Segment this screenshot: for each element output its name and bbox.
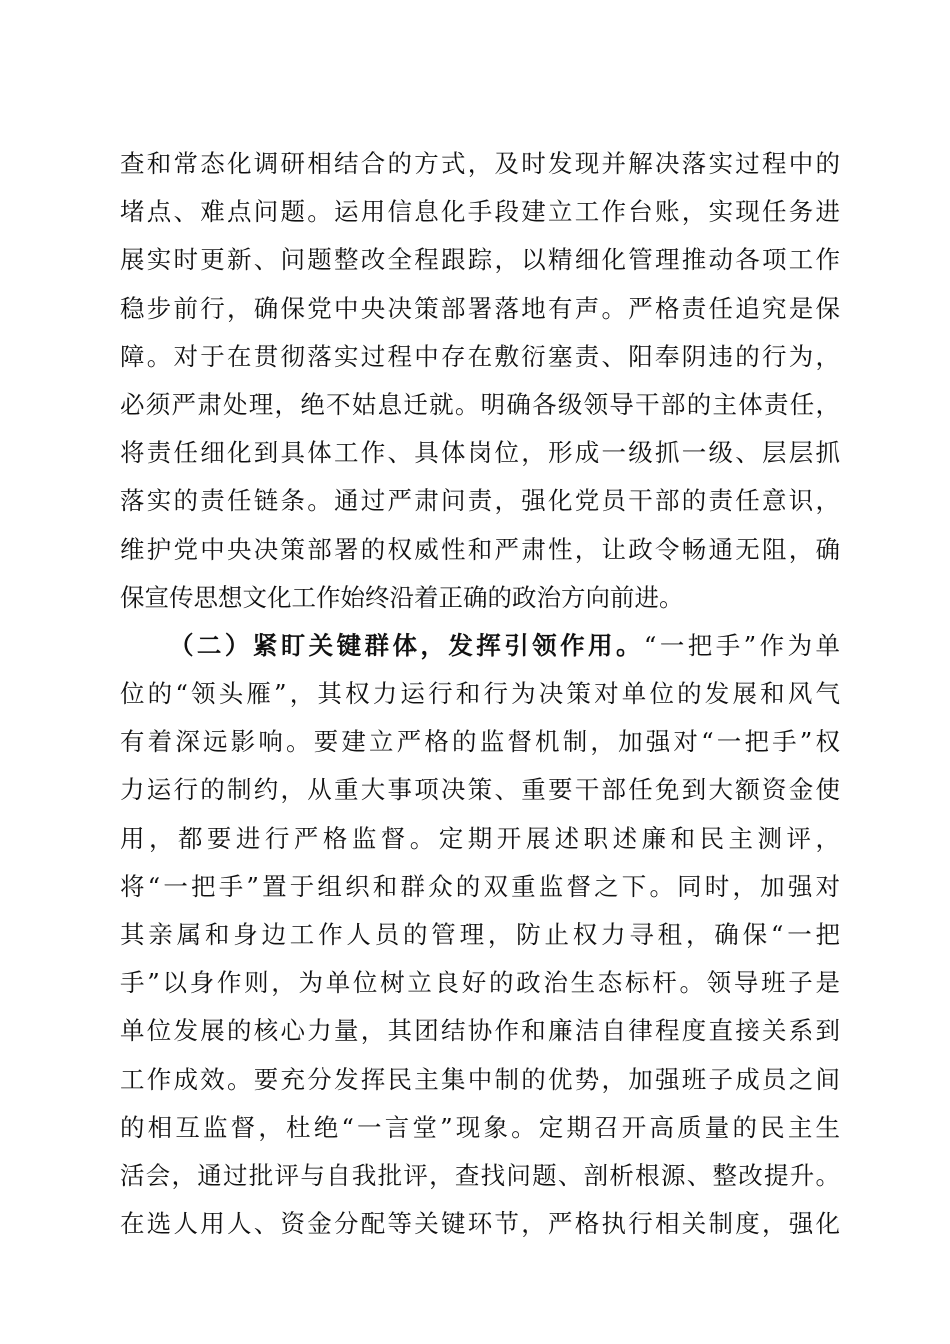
paragraph-line: 手”以身作则，为单位树立良好的政治生态标杆。领导班子是 (120, 968, 840, 998)
paragraph-line: 的相互监督，杜绝“一言堂”现象。定期召开高质量的民主生 (120, 1112, 840, 1142)
paragraph-line: 将责任细化到具体工作、具体岗位，形成一级抓一级、层层抓 (120, 438, 840, 468)
paragraph-line: 堵点、难点问题。运用信息化手段建立工作台账，实现任务进 (120, 197, 840, 227)
paragraph-line: 落实的责任链条。通过严肃问责，强化党员干部的责任意识， (120, 486, 840, 516)
paragraph-line: 工作成效。要充分发挥民主集中制的优势，加强班子成员之间 (120, 1064, 840, 1094)
paragraph-line: 保宣传思想文化工作始终沿着正确的政治方向前进。 (120, 582, 684, 612)
paragraph-line: 有着深远影响。要建立严格的监督机制，加强对“一把手”权 (120, 727, 840, 757)
paragraph-line: 活会，通过批评与自我批评，查找问题、剖析根源、整改提升。 (120, 1160, 840, 1190)
paragraph-line: 查和常态化调研相结合的方式，及时发现并解决落实过程中的 (120, 149, 840, 178)
paragraph-line: 展实时更新、问题整改全程跟踪，以精细化管理推动各项工作 (120, 245, 840, 275)
body-text (120, 140, 840, 1248)
paragraph-2 (120, 622, 840, 1248)
paragraph-line: 在选人用人、资金分配等关键环节，严格执行相关制度，强化 (120, 1209, 840, 1239)
paragraph-line: 将“一把手”置于组织和群众的双重监督之下。同时，加强对 (120, 871, 840, 901)
paragraph-line: 障。对于在贯彻落实过程中存在敷衍塞责、阳奉阴违的行为， (120, 341, 840, 371)
paragraph-1 (120, 140, 840, 622)
paragraph-line: 用，都要进行严格监督。定期开展述职述廉和民主测评， (120, 823, 840, 853)
heading-continuation: “一把手”作为单 (643, 630, 841, 660)
paragraph-line: 位的“领头雁”，其权力运行和行为决策对单位的发展和风气 (120, 679, 840, 709)
paragraph-line: 必须严肃处理，绝不姑息迁就。明确各级领导干部的主体责任， (120, 389, 840, 419)
paragraph-first-line (120, 622, 840, 670)
paragraph-line: 力运行的制约，从重大事项决策、重要干部任免到大额资金使 (120, 775, 840, 805)
paragraph-line: 其亲属和身边工作人员的管理，防止权力寻租，确保“一把 (120, 920, 840, 949)
section-heading: （二）紧盯关键群体，发挥引领作用。 (169, 630, 644, 660)
paragraph-line: 维护党中央决策部署的权威性和严肃性，让政令畅通无阻，确 (120, 534, 840, 564)
paragraph-line: 单位发展的核心力量，其团结协作和廉洁自律程度直接关系到 (120, 1016, 840, 1046)
paragraph-line: 稳步前行，确保党中央决策部署落地有声。严格责任追究是保 (120, 293, 840, 323)
